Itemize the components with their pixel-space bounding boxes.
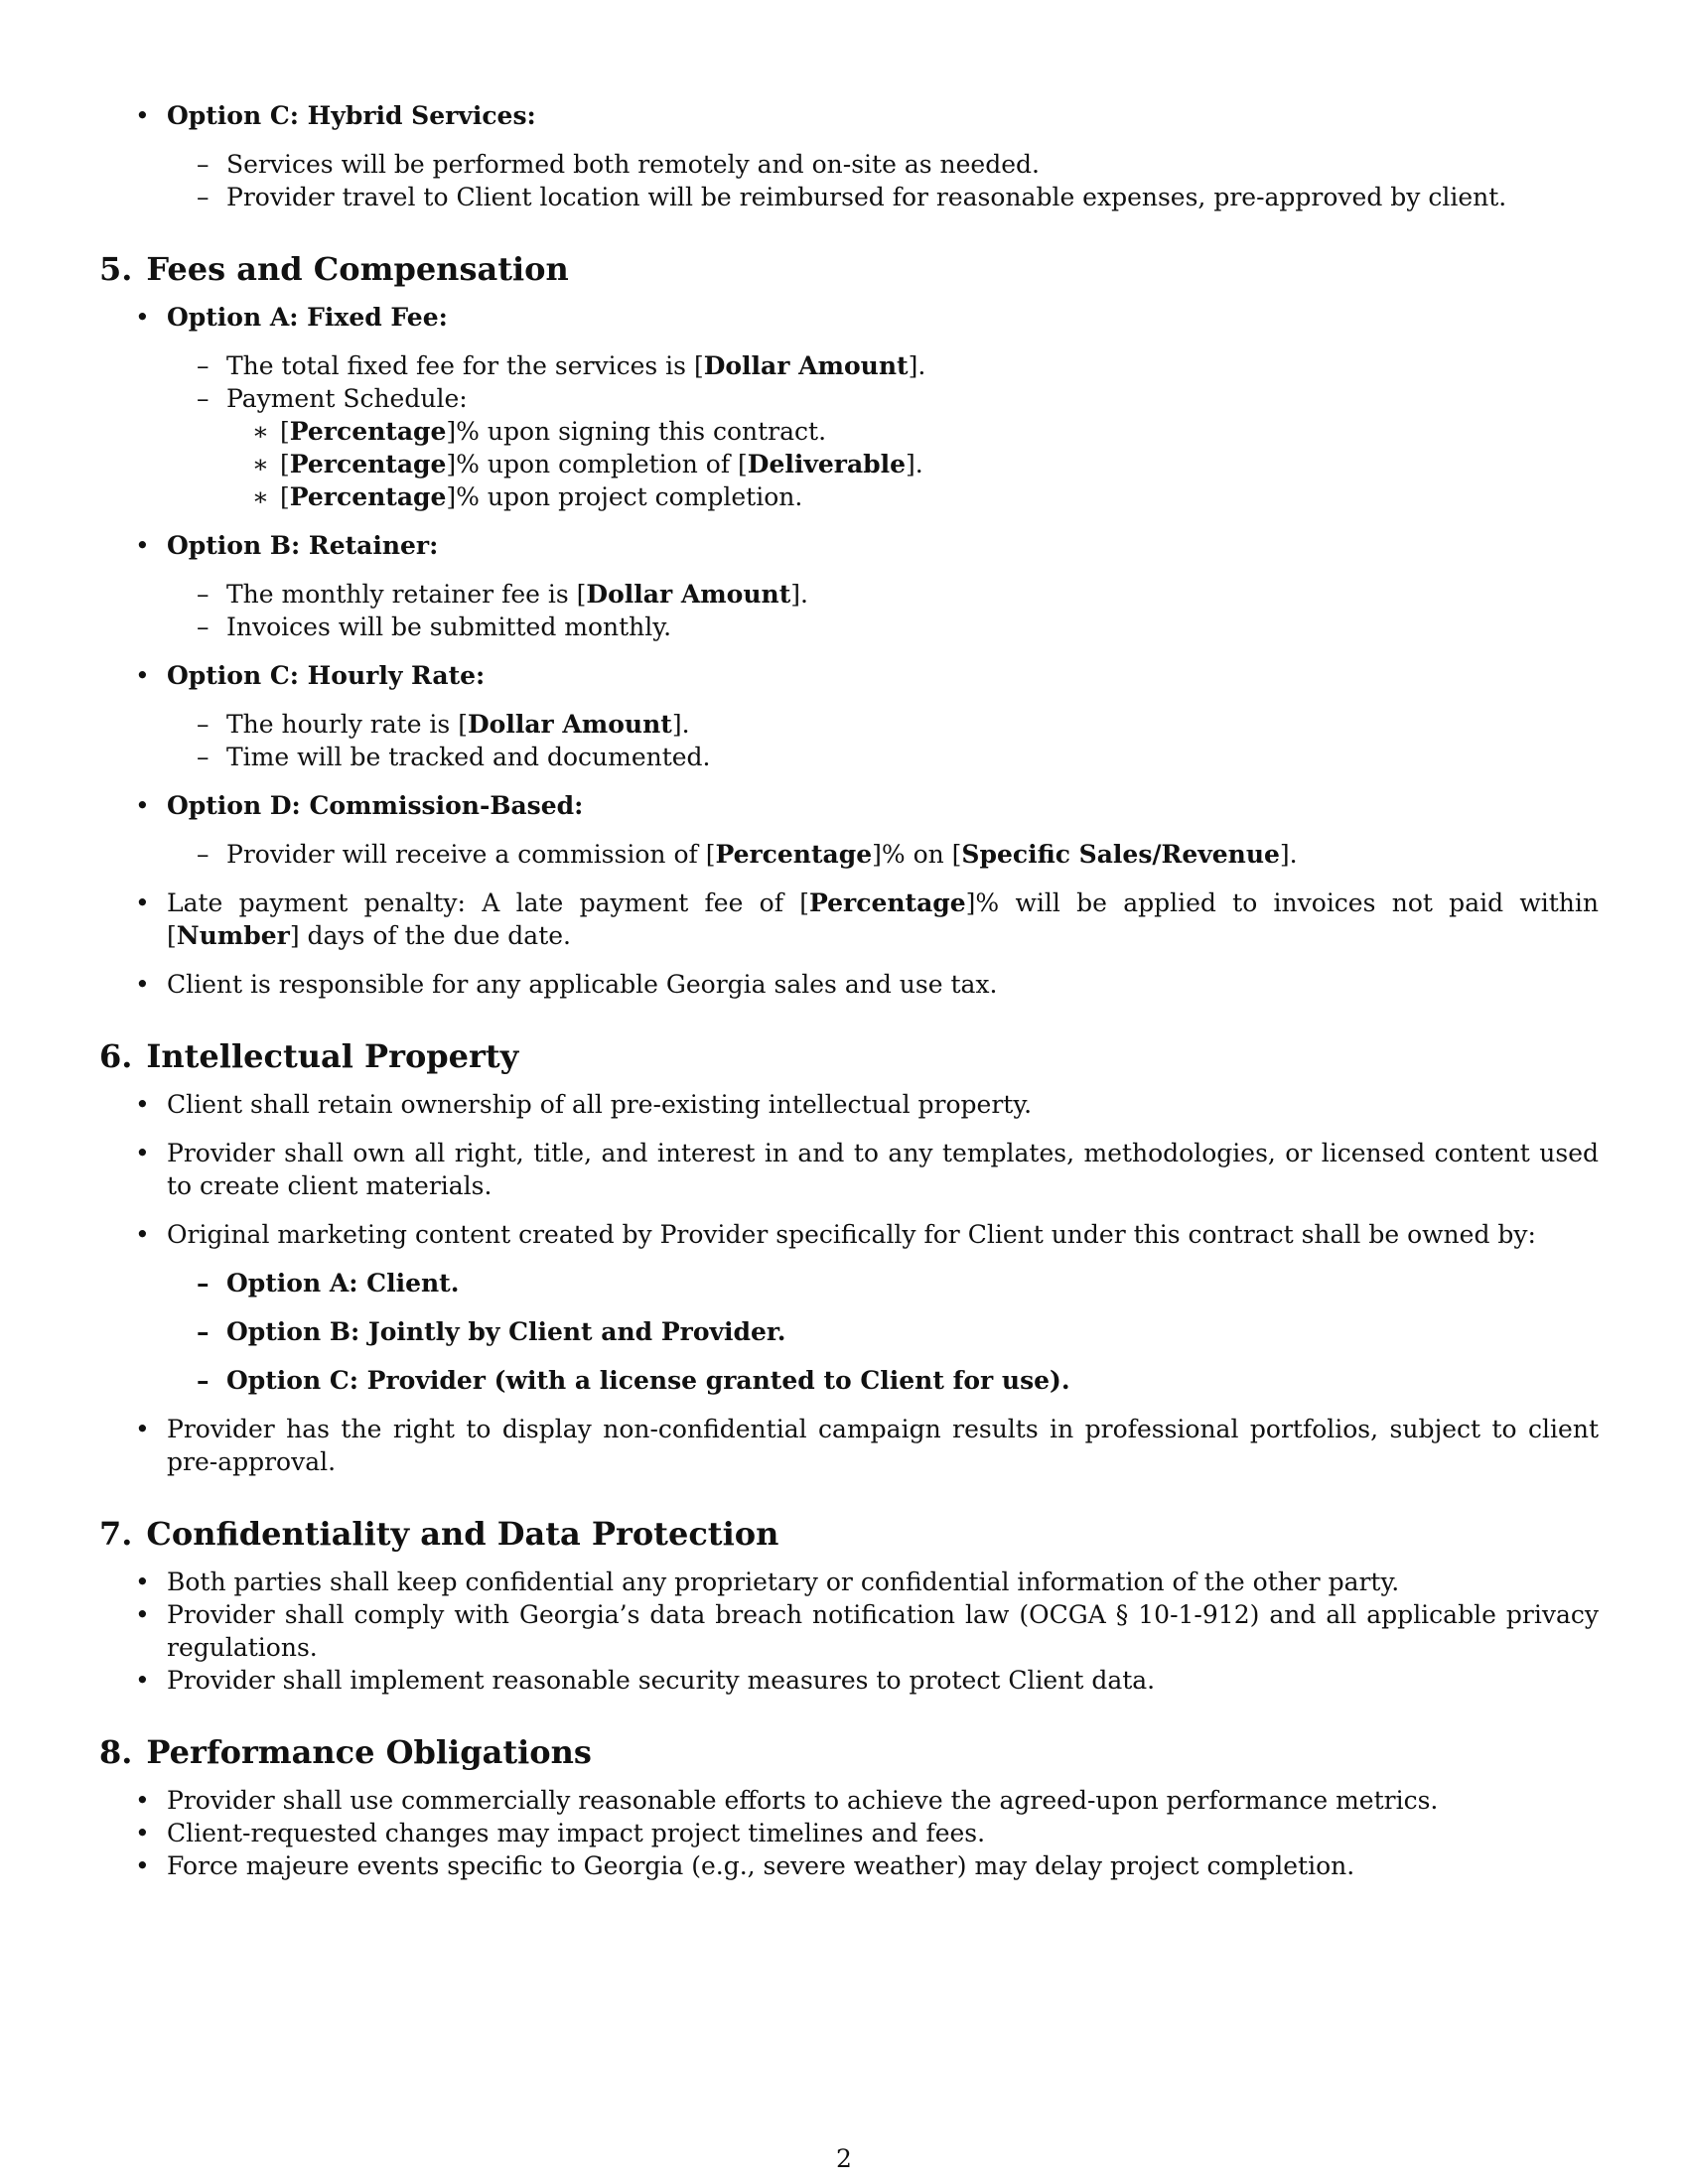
section-number: 7.: [99, 1515, 133, 1553]
text: ].: [1279, 840, 1298, 869]
list-item: – Provider travel to Client location will be reimbursed for reasonable expenses, pre-approved by client.: [167, 181, 1599, 213]
option-title: Option D: Commission-Based:: [167, 791, 584, 820]
list-item: [99, 529, 1599, 643]
list-item: [167, 708, 1599, 741]
section-title: Performance Obligations: [146, 1733, 592, 1771]
text: [: [280, 417, 290, 446]
placeholder: Number: [176, 921, 290, 950]
section-heading-fees: [99, 249, 1599, 289]
section-number: 6.: [99, 1037, 133, 1075]
ownership-options-list: [167, 1267, 1599, 1397]
text: ] days of the due date.: [289, 921, 572, 950]
list-item: • Client-requested changes may impact project timelines and fees.: [99, 1817, 1599, 1849]
section-title: Intellectual Property: [146, 1037, 519, 1075]
list-item: • Provider shall use commercially reasonable efforts to achieve the agreed-upon performance metrics.: [99, 1784, 1599, 1817]
text: Late payment penalty: A late payment fee of [: [167, 888, 810, 917]
text: Provider will receive a commission of [: [226, 840, 716, 869]
section-title: Fees and Compensation: [146, 250, 569, 288]
list-item: [99, 301, 1599, 513]
sub-list: [167, 349, 1599, 513]
text: ]% upon signing this contract.: [446, 417, 827, 446]
placeholder: Percentage: [289, 450, 447, 478]
section-title: Confidentiality and Data Protection: [146, 1515, 779, 1553]
text: ].: [906, 450, 923, 478]
list-item: [167, 349, 1599, 382]
section-heading-confidentiality: [99, 1514, 1599, 1554]
sub-list: [167, 838, 1599, 871]
option-title: Option A: Fixed Fee:: [167, 303, 448, 332]
text: ].: [671, 710, 690, 739]
placeholder: Specific Sales/Revenue: [961, 840, 1280, 869]
list-item: [167, 838, 1599, 871]
list-item: [99, 789, 1599, 871]
option-title: Option C: Hourly Rate:: [167, 661, 486, 690]
list-item: [167, 382, 1599, 513]
list-item: [99, 99, 1599, 213]
section-heading-ip: [99, 1036, 1599, 1076]
text: ]% will be applied to invoices not paid within [: [167, 888, 1600, 950]
text: The total fixed fee for the services is [: [226, 351, 704, 380]
page-content: [99, 99, 1599, 1882]
option-title: Option B: Retainer:: [167, 531, 439, 560]
list-item: • Client is responsible for any applicable Georgia sales and use tax.: [99, 968, 1599, 1001]
list-item: [167, 578, 1599, 611]
list-item: • Force majeure events specific to Georgia (e.g., severe weather) may delay project completion.: [99, 1849, 1599, 1882]
list-item: – Option C: Provider (with a license granted to Client for use).: [167, 1364, 1599, 1397]
list-item: [99, 659, 1599, 773]
placeholder: Percentage: [289, 417, 447, 446]
list-item: – Option A: Client.: [167, 1267, 1599, 1299]
list-item: [226, 415, 1599, 448]
list-item: – Option B: Jointly by Client and Provider.: [167, 1315, 1599, 1348]
placeholder: Dollar Amount: [467, 710, 672, 739]
fees-list: [99, 301, 1599, 1001]
list-item: • Provider shall own all right, title, and interest in and to any templates, methodologies, or licensed content used to create client materials.: [99, 1137, 1599, 1202]
list-item: [226, 448, 1599, 480]
placeholder: Deliverable: [747, 450, 907, 478]
placeholder: Percentage: [289, 482, 447, 511]
text: [: [280, 450, 290, 478]
list-item: [99, 1218, 1599, 1397]
ip-list: [99, 1088, 1599, 1478]
text: ]% upon project completion.: [446, 482, 803, 511]
sub-list: [167, 578, 1599, 643]
list-item: • Provider shall implement reasonable security measures to protect Client data.: [99, 1664, 1599, 1697]
list-item: – Services will be performed both remotely and on-site as needed.: [167, 148, 1599, 181]
hybrid-services-list: [99, 99, 1599, 213]
text: The monthly retainer fee is [: [226, 580, 587, 609]
sub-list: [167, 708, 1599, 773]
payment-schedule-list: [226, 415, 1599, 513]
placeholder: Percentage: [809, 888, 966, 917]
text: ].: [790, 580, 808, 609]
text: Payment Schedule:: [226, 384, 468, 413]
list-item: [226, 480, 1599, 513]
text: ]% on [: [872, 840, 962, 869]
list-item: • Provider shall comply with Georgia’s data breach notification law (OCGA § 10-1-912) and all applicable privacy regulations.: [99, 1598, 1599, 1664]
option-title: Option C: Hybrid Services:: [167, 101, 536, 130]
page-number: 2: [836, 2144, 852, 2173]
placeholder: Dollar Amount: [703, 351, 909, 380]
text: [: [280, 482, 290, 511]
confidentiality-list: [99, 1566, 1599, 1697]
placeholder: Dollar Amount: [586, 580, 791, 609]
text: ].: [908, 351, 926, 380]
list-item: • Both parties shall keep confidential any proprietary or confidential information of the other party.: [99, 1566, 1599, 1598]
list-item: – Time will be tracked and documented.: [167, 741, 1599, 773]
text: The hourly rate is [: [226, 710, 468, 739]
section-number: 5.: [99, 250, 133, 288]
section-heading-performance: [99, 1732, 1599, 1772]
list-item: • Client shall retain ownership of all pre-existing intellectual property.: [99, 1088, 1599, 1121]
section-number: 8.: [99, 1733, 133, 1771]
text: Original marketing content created by Provider specifically for Client under this contract shall be owned by:: [167, 1220, 1536, 1249]
list-item: • Provider has the right to display non-confidential campaign results in professional portfolios, subject to client pre-approval.: [99, 1413, 1599, 1478]
sub-list: [167, 148, 1599, 213]
text: ]% upon completion of [: [446, 450, 748, 478]
performance-list: [99, 1784, 1599, 1882]
list-item: – Invoices will be submitted monthly.: [167, 611, 1599, 643]
list-item: [99, 887, 1599, 952]
placeholder: Percentage: [715, 840, 873, 869]
